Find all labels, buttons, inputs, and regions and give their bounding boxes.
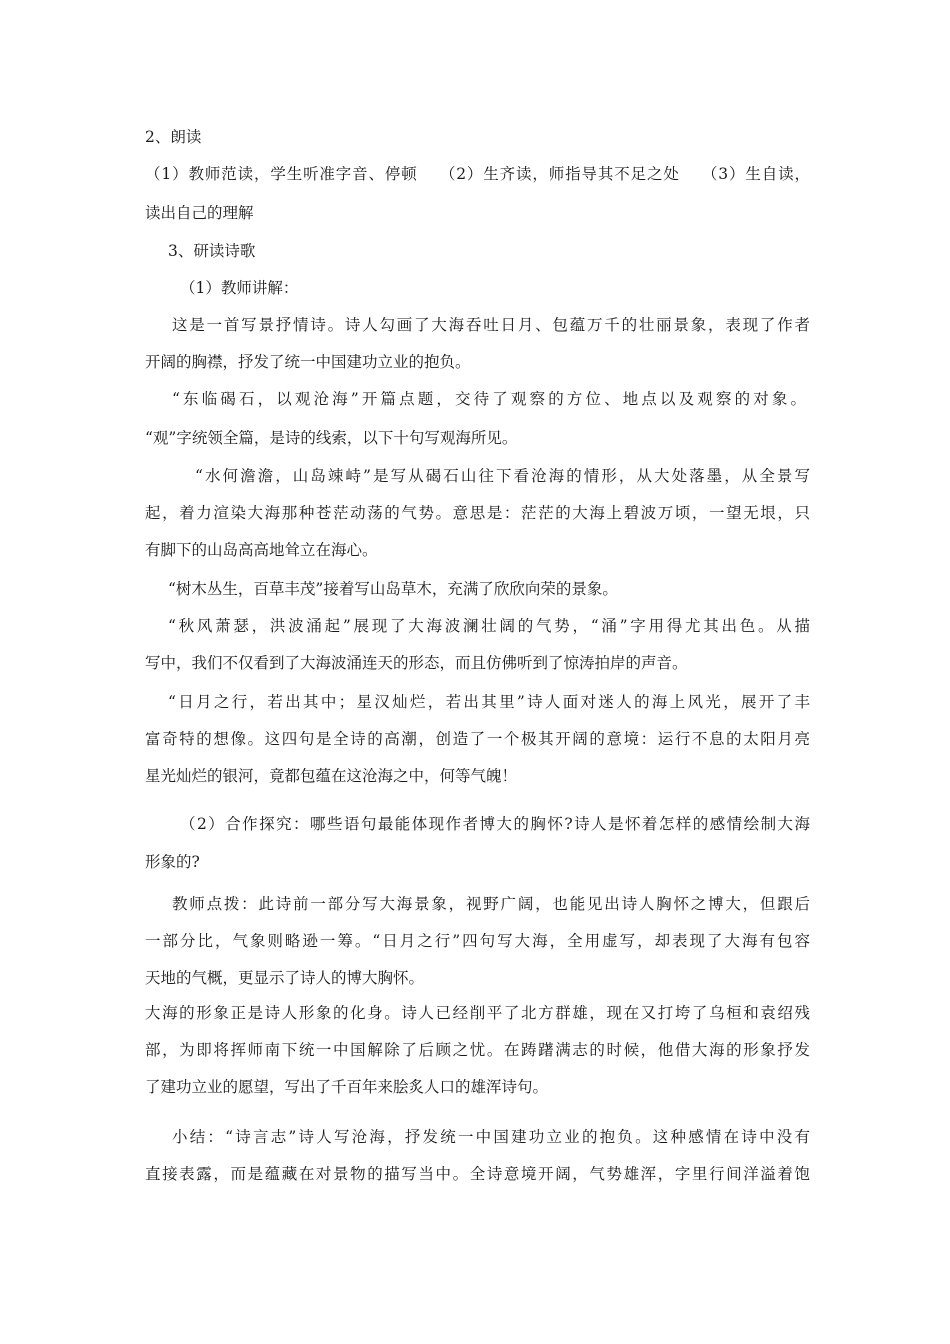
paragraph-line: “水何澹澹，山岛竦峙”是写从碣石山往下看沧海的情形，从大处落墨，从全景写: [195, 467, 810, 485]
paragraph-line: （1）教师范读，学生听准字音、停顿 （2）生齐读，师指导其不足之处 （3）生自读，: [145, 165, 810, 183]
paragraph-line: （2）合作探究：哪些语句最能体现作者博大的胸怀?诗人是怀着怎样的感情绘制大海: [180, 815, 810, 833]
paragraph-line: “秋风萧瑟，洪波涌起”展现了大海波澜壮阔的气势，“涌”字用得尤其出色。从描: [168, 617, 810, 635]
paragraph-line: 部，为即将挥师南下统一中国解除了后顾之忧。在踌躇满志的时候，他借大海的形象抒发: [145, 1041, 810, 1059]
paragraph-line: 了建功立业的愿望，写出了千百年来脍炙人口的雄浑诗句。: [145, 1078, 549, 1096]
paragraph-line: 写中，我们不仅看到了大海波涌连天的形态，而且仿佛听到了惊涛拍岸的声音。: [145, 654, 688, 672]
paragraph-line: “树木丛生，百草丰茂”接着写山岛草木，充满了欣欣向荣的景象。: [168, 580, 618, 598]
paragraph-line: 一部分比，气象则略逊一筹。“日月之行”四句写大海，全用虚写，却表现了大海有包容: [145, 932, 810, 950]
paragraph-line: 这是一首写景抒情诗。诗人勾画了大海吞吐日月、包蕴万千的壮丽景象，表现了作者: [172, 316, 810, 334]
paragraph-line: 开阔的胸襟，抒发了统一中国建功立业的抱负。: [145, 353, 471, 371]
paragraph-line: 富奇特的想像。这四句是全诗的高潮，创造了一个极其开阔的意境：运行不息的太阳月亮: [145, 730, 810, 748]
paragraph-line: 小结：“诗言志”诗人写沧海，抒发统一中国建功立业的抱负。这种感情在诗中没有: [172, 1128, 810, 1146]
paragraph-line: 教师点拨：此诗前一部分写大海景象，视野广阔，也能见出诗人胸怀之博大，但跟后: [172, 895, 810, 913]
paragraph-line: 直接表露，而是蕴藏在对景物的描写当中。全诗意境开阔，气势雄浑，字里行间洋溢着饱: [145, 1165, 810, 1183]
paragraph-line: 星光灿烂的银河，竟都包蕴在这沧海之中，何等气魄！: [145, 767, 518, 785]
paragraph-line: 大海的形象正是诗人形象的化身。诗人已经削平了北方群雄，现在又打垮了乌桓和袁绍残: [145, 1004, 810, 1022]
paragraph-line: 天地的气概，更显示了诗人的博大胸怀。: [145, 969, 425, 987]
heading-study-poem: 3、研读诗歌: [168, 242, 256, 260]
subheading-teacher-explain: （1）教师讲解：: [180, 279, 299, 297]
paragraph-line: 有脚下的山岛高高地耸立在海心。: [145, 541, 378, 559]
paragraph-line: “观”字统领全篇，是诗的线索，以下十句写观海所见。: [145, 429, 518, 447]
paragraph-line: “东临碣石，以观沧海”开篇点题，交待了观察的方位、地点以及观察的对象。: [172, 390, 806, 408]
heading-reading: 2、朗读: [145, 128, 202, 146]
paragraph-line: 起，着力渲染大海那种苍茫动荡的气势。意思是：茫茫的大海上碧波万顷，一望无垠，只: [145, 504, 810, 522]
paragraph-line: 读出自己的理解: [145, 204, 254, 222]
paragraph-line: 形象的?: [145, 853, 200, 871]
paragraph-line: “日月之行，若出其中；星汉灿烂，若出其里”诗人面对迷人的海上风光，展开了丰: [168, 693, 810, 711]
